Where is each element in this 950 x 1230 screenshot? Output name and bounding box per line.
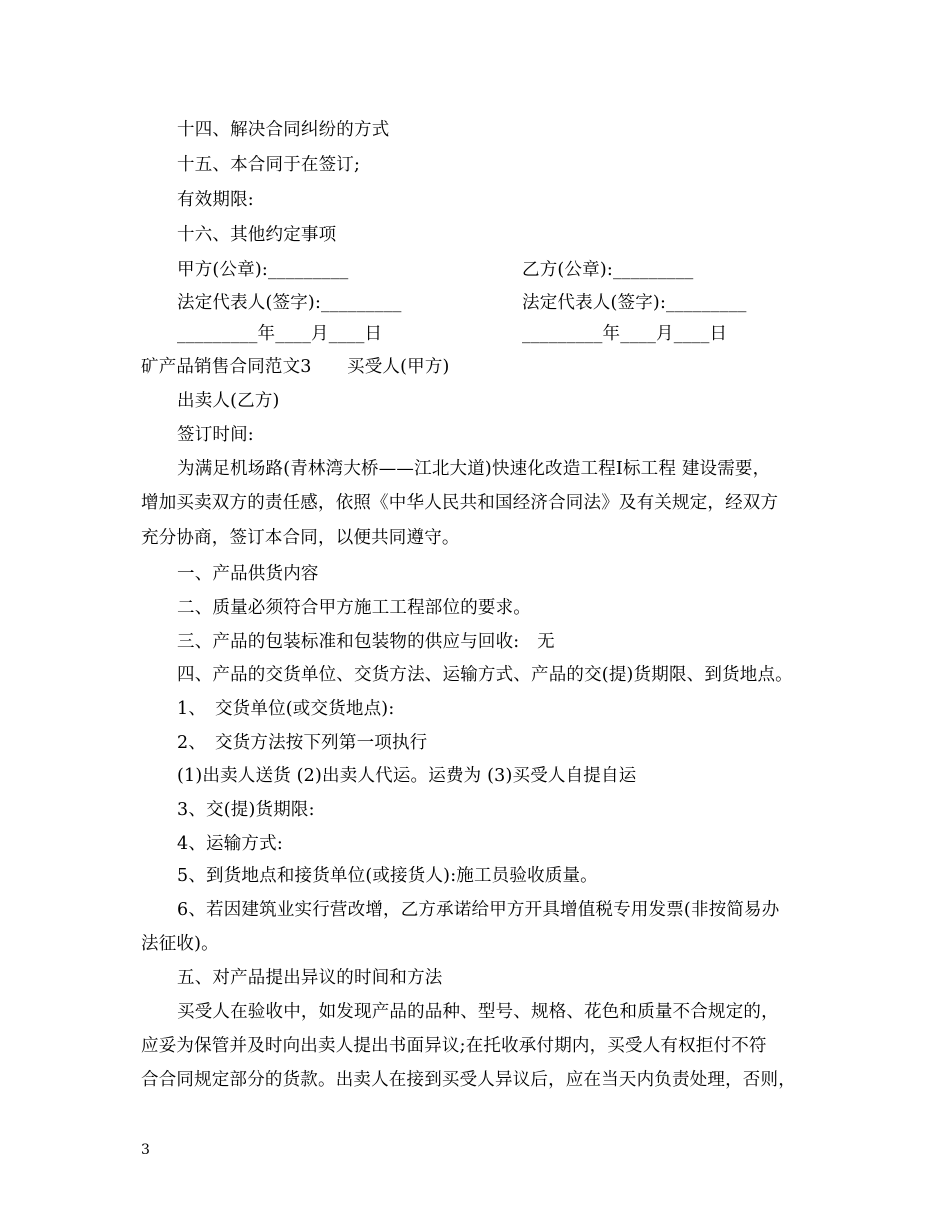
objection-paragraph-line-3: 合合同规定部分的货款。出卖人在接到买受人异议后，应在当天内负责处理，否则， — [141, 1070, 796, 1090]
item-4-transport: 4、运输方式: — [177, 834, 283, 854]
preamble-line-2: 增加买卖双方的责任感，依照《中华人民共和国经济合同法》及有关规定，经双方 — [141, 493, 779, 513]
seller-line: 出卖人(乙方) — [177, 391, 280, 411]
objection-paragraph-line-1: 买受人在验收中，如发现产品的品种、型号、规格、花色和质量不合规定的， — [177, 1002, 779, 1022]
party-a-representative-line: 法定代表人(签字):_________ — [177, 293, 402, 313]
item-5-destination: 5、到货地点和接货单位(或接货人):施工员验收质量。 — [177, 866, 598, 886]
clause-14-heading: 十四、解决合同纠纷的方式 — [177, 120, 390, 140]
party-a-date-line: _________年____月____日 — [177, 324, 383, 344]
preamble-line-3: 充分协商，签订本合同，以便共同遵守。 — [141, 528, 460, 548]
item-3-delivery-period: 3、交(提)货期限: — [177, 800, 315, 820]
clause-16-heading: 十六、其他约定事项 — [177, 225, 337, 245]
item-2-delivery-method: 2、 交货方法按下列第一项执行 — [177, 733, 428, 753]
delivery-options-line: (1)出卖人送货 (2)出卖人代运。运费为 (3)买受人自提自运 — [177, 766, 637, 786]
party-b-seal-line: 乙方(公章):_________ — [522, 260, 694, 280]
signing-time-line: 签订时间: — [177, 425, 254, 445]
objection-paragraph-line-2: 应妥为保管并及时向出卖人提出书面异议;在托收承付期内，买受人有权拒付不符 — [141, 1036, 767, 1056]
section-2-heading: 二、质量必须符合甲方施工工程部位的要求。 — [177, 598, 531, 618]
section-4-heading: 四、产品的交货单位、交货方法、运输方式、产品的交(提)货期限、到货地点。 — [177, 665, 793, 685]
page-number: 3 — [141, 1142, 150, 1158]
validity-period-line: 有效期限: — [177, 190, 254, 210]
party-b-date-line: _________年____月____日 — [522, 324, 728, 344]
item-1-delivery-unit: 1、 交货单位(或交货地点): — [177, 699, 395, 719]
item-6-vat-line-2: 法征收)。 — [141, 934, 219, 954]
item-6-vat-line-1: 6、若因建筑业实行营改增，乙方承诺给甲方开具增值税专用发票(非按简易办 — [177, 900, 780, 920]
section-1-heading: 一、产品供货内容 — [177, 564, 319, 584]
party-b-representative-line: 法定代表人(签字):_________ — [522, 293, 747, 313]
preamble-line-1: 为满足机场路(青林湾大桥——江北大道)快速化改造工程Ⅰ标工程 建设需要， — [177, 459, 771, 479]
contract-3-title-buyer: 矿产品销售合同范文3 买受人(甲方) — [141, 357, 450, 377]
section-5-heading: 五、对产品提出异议的时间和方法 — [177, 968, 443, 988]
party-a-seal-line: 甲方(公章):_________ — [177, 260, 349, 280]
clause-15-heading: 十五、本合同于在签订; — [177, 155, 361, 175]
section-3-heading: 三、产品的包装标准和包装物的供应与回收: 无 — [177, 632, 555, 652]
